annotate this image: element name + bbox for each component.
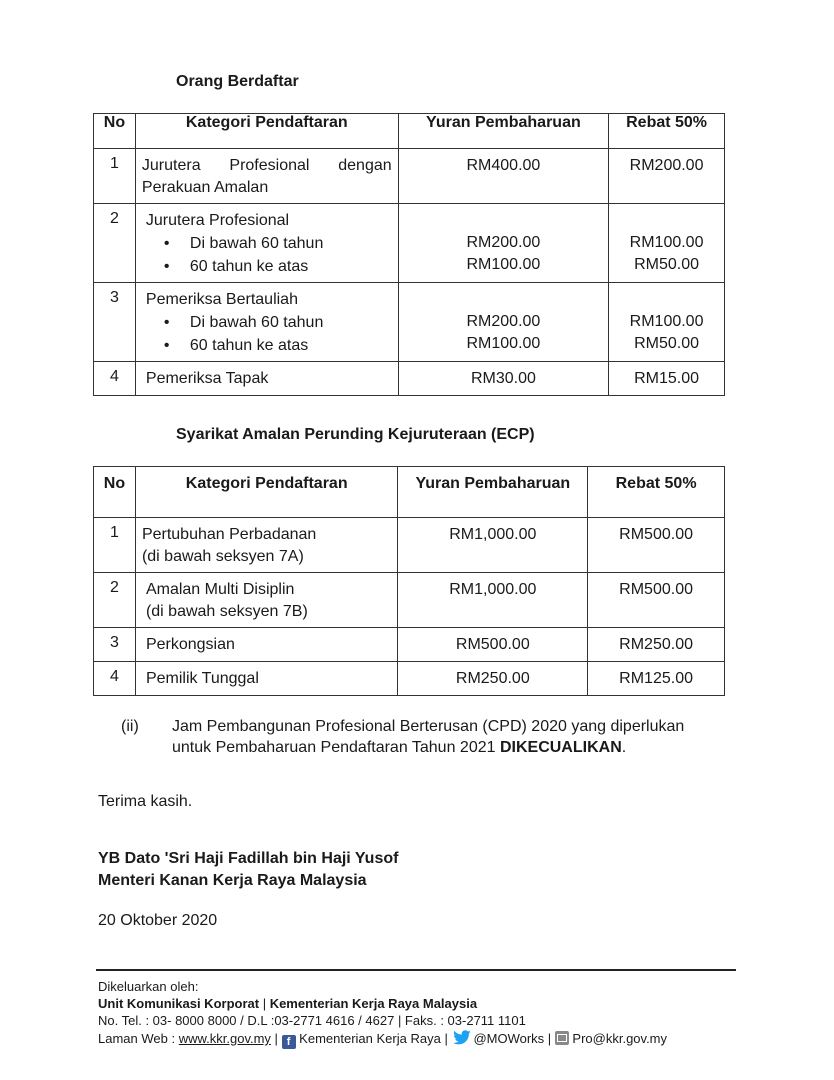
row-rebate: RM15.00 xyxy=(609,362,725,396)
row-category: Perkongsian xyxy=(135,628,398,662)
registered-persons-table xyxy=(93,113,725,396)
row-category xyxy=(135,204,398,283)
footer-divider xyxy=(96,969,736,971)
row-fee xyxy=(398,204,609,283)
table-row xyxy=(94,628,725,662)
table-row xyxy=(94,204,725,283)
separator: | xyxy=(444,1031,452,1046)
row-category xyxy=(135,283,398,362)
category-word: dengan xyxy=(338,157,392,174)
table-row xyxy=(94,283,725,362)
age-bullet-list xyxy=(142,311,392,357)
bullet-item: • 60 tahun ke atas xyxy=(164,334,392,357)
section-title-ecp: Syarikat Amalan Perunding Kejuruteraan (ECP) xyxy=(176,426,535,443)
category-line: Jurutera Profesional xyxy=(145,212,290,229)
row-category: Pemilik Tunggal xyxy=(135,662,398,696)
cpd-exemption-note xyxy=(172,716,732,758)
row-number: 2 xyxy=(94,204,136,283)
row-number: 2 xyxy=(94,573,136,628)
fee-value: RM100.00 xyxy=(466,335,541,352)
bullet-item: • Di bawah 60 tahun xyxy=(164,232,392,255)
document-date: 20 Oktober 2020 xyxy=(98,912,218,929)
category-line: Pemeriksa Bertauliah xyxy=(145,291,298,308)
header-no: No xyxy=(94,467,136,518)
separator: | xyxy=(274,1031,282,1046)
row-number: 1 xyxy=(94,518,136,573)
row-category xyxy=(135,149,398,204)
issuer-line xyxy=(98,995,738,1012)
rebate-value: RM50.00 xyxy=(634,256,700,273)
row-fee: RM500.00 xyxy=(398,628,588,662)
row-number: 3 xyxy=(94,628,136,662)
table-row xyxy=(94,573,725,628)
header-rebate: Rebat 50% xyxy=(588,467,725,518)
email-icon xyxy=(555,1031,569,1045)
web-label: Laman Web : xyxy=(98,1031,179,1046)
unit-name: Unit Komunikasi Korporat xyxy=(98,996,260,1011)
row-number: 4 xyxy=(94,362,136,396)
signatory-block xyxy=(98,848,398,892)
row-rebate: RM500.00 xyxy=(588,518,725,573)
rebate-value: RM50.00 xyxy=(634,335,700,352)
row-number: 3 xyxy=(94,283,136,362)
table-row xyxy=(94,149,725,204)
facebook-link[interactable]: Kementerian Kerja Raya xyxy=(299,1031,441,1046)
signatory-name: YB Dato 'Sri Haji Fadillah bin Haji Yusof xyxy=(98,850,399,867)
note-marker: (ii) xyxy=(121,718,139,735)
facebook-icon: f xyxy=(282,1035,296,1049)
note-line xyxy=(172,737,732,758)
separator: | xyxy=(547,1031,555,1046)
header-rebate: Rebat 50% xyxy=(609,114,725,149)
row-rebate: RM500.00 xyxy=(588,573,725,628)
rebate-value: RM100.00 xyxy=(629,313,704,330)
row-fee: RM250.00 xyxy=(398,662,588,696)
rebate-value: RM100.00 xyxy=(629,234,704,251)
row-category xyxy=(135,518,398,573)
signatory-title: Menteri Kanan Kerja Raya Malaysia xyxy=(98,872,367,889)
row-number: 4 xyxy=(94,662,136,696)
separator: | xyxy=(259,996,270,1011)
fee-value: RM100.00 xyxy=(466,256,541,273)
note-period: . xyxy=(621,739,627,756)
header-fee: Yuran Pembaharuan xyxy=(398,114,609,149)
table-row xyxy=(94,362,725,396)
age-bullet-list xyxy=(142,232,392,278)
row-fee xyxy=(398,283,609,362)
twitter-icon xyxy=(451,1030,473,1046)
header-fee: Yuran Pembaharuan xyxy=(398,467,588,518)
note-emphasis: DIKECUALIKAN xyxy=(499,739,622,756)
ministry-name: Kementerian Kerja Raya Malaysia xyxy=(269,996,478,1011)
ecp-table xyxy=(93,466,725,696)
note-line: Jam Pembangunan Profesional Berterusan (CPD) 2020 yang diperlukan xyxy=(172,718,685,735)
contact-line: No. Tel. : 03- 8000 8000 / D.L :03-2771 4616 / 4627 | Faks. : 03-2711 1101 xyxy=(98,1013,526,1028)
header-category: Kategori Pendaftaran xyxy=(135,467,398,518)
row-rebate xyxy=(609,204,725,283)
row-rebate: RM125.00 xyxy=(588,662,725,696)
row-fee: RM1,000.00 xyxy=(398,573,588,628)
fee-value: RM200.00 xyxy=(466,313,541,330)
row-rebate: RM200.00 xyxy=(609,149,725,204)
table-header-row xyxy=(94,114,725,149)
fee-value: RM200.00 xyxy=(466,234,541,251)
website-link[interactable]: www.kkr.gov.my xyxy=(178,1031,271,1046)
table-row xyxy=(94,518,725,573)
category-line: Pertubuhan Perbadanan xyxy=(141,526,317,543)
category-line: (di bawah seksyen 7B) xyxy=(145,603,308,620)
bullet-item: • Di bawah 60 tahun xyxy=(164,311,392,334)
row-rebate xyxy=(609,283,725,362)
issued-by-label: Dikeluarkan oleh: xyxy=(98,979,199,994)
row-category xyxy=(135,573,398,628)
table-header-row xyxy=(94,467,725,518)
header-no: No xyxy=(94,114,136,149)
category-line: Perakuan Amalan xyxy=(141,179,269,196)
web-social-line xyxy=(98,1030,738,1049)
email-link[interactable]: Pro@kkr.gov.my xyxy=(572,1031,668,1046)
row-fee: RM1,000.00 xyxy=(398,518,588,573)
footer xyxy=(98,978,738,1049)
bullet-item: • 60 tahun ke atas xyxy=(164,255,392,278)
row-rebate: RM250.00 xyxy=(588,628,725,662)
table-row xyxy=(94,662,725,696)
row-fee: RM30.00 xyxy=(398,362,609,396)
category-line: (di bawah seksyen 7A) xyxy=(141,548,304,565)
row-fee: RM400.00 xyxy=(398,149,609,204)
row-category: Pemeriksa Tapak xyxy=(135,362,398,396)
category-word: Jurutera xyxy=(141,157,201,174)
category-line: Amalan Multi Disiplin xyxy=(145,581,295,598)
row-number: 1 xyxy=(94,149,136,204)
closing-text: Terima kasih. xyxy=(98,793,193,810)
twitter-handle[interactable]: @MOWorks xyxy=(473,1031,545,1046)
note-text: untuk Pembaharuan Pendaftaran Tahun 2021 xyxy=(172,739,500,756)
section-title-registered-persons: Orang Berdaftar xyxy=(176,73,299,90)
category-word: Profesional xyxy=(229,157,310,174)
header-category: Kategori Pendaftaran xyxy=(135,114,398,149)
